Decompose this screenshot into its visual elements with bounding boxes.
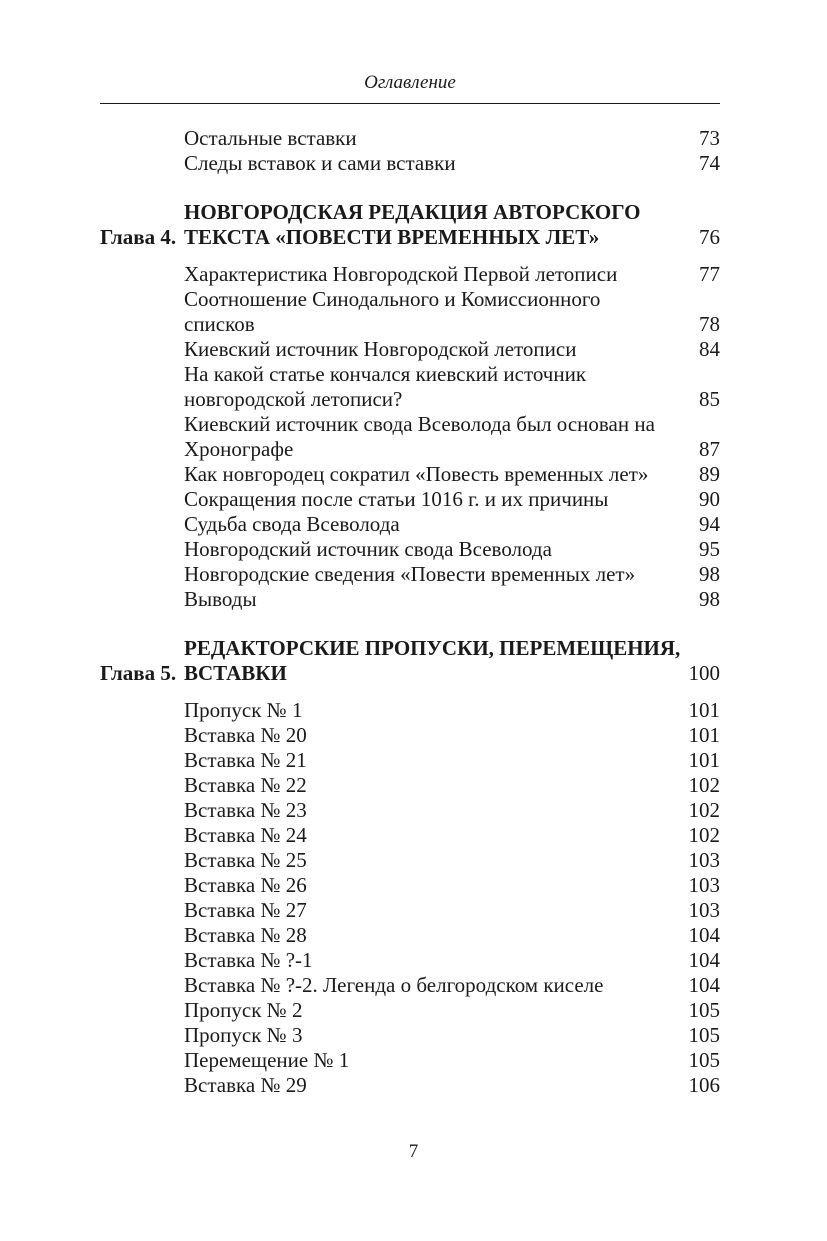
toc-entry[interactable]	[100, 923, 720, 948]
entry-title: Вставка № ?-1	[184, 948, 313, 972]
entry-title: Вставка № 25	[184, 848, 307, 872]
entry-page-number: 104	[688, 973, 720, 997]
header-rule	[100, 103, 720, 104]
entry-title: Остальные вставки	[184, 126, 357, 150]
toc-entry[interactable]	[100, 1073, 720, 1098]
entry-title: На какой статье кончался киевский источник новгородской летописи?	[184, 362, 587, 411]
entry-page-number: 103	[688, 873, 720, 897]
toc-entry[interactable]	[100, 262, 720, 287]
chapter-spacer	[100, 686, 720, 698]
entry-title: Пропуск № 2	[184, 998, 303, 1022]
entry-page-number: 90	[699, 487, 720, 511]
toc-entry[interactable]	[100, 362, 720, 412]
entry-title: Выводы	[184, 587, 257, 611]
entry-page-number: 101	[688, 748, 720, 772]
toc-entry[interactable]	[100, 562, 720, 587]
entry-title: Вставка № 28	[184, 923, 307, 947]
entry-title: Вставка № ?-2. Легенда о белгородском киселе	[184, 973, 604, 997]
entry-title: Перемещение № 1	[184, 1048, 350, 1072]
page-number: 7	[408, 1141, 419, 1162]
running-head: Оглавление	[364, 72, 456, 93]
toc-entry[interactable]	[100, 151, 720, 176]
entry-page-number: 98	[699, 562, 720, 586]
toc-entry[interactable]	[100, 823, 720, 848]
toc-entry[interactable]	[100, 848, 720, 873]
entry-page-number: 103	[688, 898, 720, 922]
toc-entry[interactable]	[100, 462, 720, 487]
entry-page-number: 102	[688, 773, 720, 797]
entry-title: Вставка № 20	[184, 723, 307, 747]
entry-page-number: 102	[688, 798, 720, 822]
toc-entry[interactable]	[100, 973, 720, 998]
entry-title: Новгородские сведения «Повести временных лет»	[184, 562, 636, 586]
toc-chapter[interactable]	[100, 636, 720, 686]
entry-page-number: 74	[699, 151, 720, 175]
entry-page-number: 77	[699, 262, 720, 286]
toc-chapter[interactable]	[100, 200, 720, 250]
toc-entry[interactable]	[100, 698, 720, 723]
toc-entry[interactable]	[100, 126, 720, 151]
entry-page-number: 105	[688, 1048, 720, 1072]
toc-entry[interactable]	[100, 723, 720, 748]
toc-entry[interactable]	[100, 412, 720, 462]
chapter-label: Глава 4.	[100, 225, 177, 249]
chapter-label: Глава 5.	[100, 661, 177, 685]
entry-title: Новгородский источник свода Всеволода	[184, 537, 552, 561]
chapter-spacer	[100, 176, 720, 200]
toc-entry[interactable]	[100, 587, 720, 612]
entry-page-number: 104	[688, 948, 720, 972]
entry-page-number: 78	[699, 312, 720, 336]
entry-title: Киевский источник Новгородской летописи	[184, 337, 577, 361]
entry-title: Киевский источник свода Всеволода был основан на Хронографе	[184, 412, 655, 461]
entry-title: Вставка № 29	[184, 1073, 307, 1097]
entry-title: Характеристика Новгородской Первой летописи	[184, 262, 618, 286]
toc-entry[interactable]	[100, 898, 720, 923]
entry-page-number: 101	[688, 698, 720, 722]
entry-page-number: 106	[688, 1073, 720, 1097]
entry-title: Пропуск № 1	[184, 698, 303, 722]
entry-title: Судьба свода Всеволода	[184, 512, 400, 536]
entry-title: Вставка № 27	[184, 898, 307, 922]
chapter-title: НОВГОРОДСКАЯ РЕДАКЦИЯ АВТОРСКОГО ТЕКСТА «ПОВЕСТИ ВРЕМЕННЫХ ЛЕТ»	[184, 200, 641, 249]
entry-title: Как новгородец сократил «Повесть временных лет»	[184, 462, 649, 486]
chapter-spacer	[100, 612, 720, 636]
toc-entry[interactable]	[100, 748, 720, 773]
toc-entry[interactable]	[100, 1023, 720, 1048]
entry-page-number: 95	[699, 537, 720, 561]
entry-page-number: 85	[699, 387, 720, 411]
toc-entry[interactable]	[100, 337, 720, 362]
toc-entry[interactable]	[100, 798, 720, 823]
toc-entry[interactable]	[100, 512, 720, 537]
entry-title: Вставка № 22	[184, 773, 307, 797]
chapter-spacer	[100, 250, 720, 262]
entry-page-number: 105	[688, 1023, 720, 1047]
entry-page-number: 102	[688, 823, 720, 847]
entry-title: Соотношение Синодального и Комиссионного списков	[184, 287, 601, 336]
entry-title: Следы вставок и сами вставки	[184, 151, 456, 175]
entry-page-number: 103	[688, 848, 720, 872]
entry-title: Вставка № 26	[184, 873, 307, 897]
entry-page-number: 94	[699, 512, 720, 536]
entry-title: Сокращения после статьи 1016 г. и их причины	[184, 487, 609, 511]
toc-entry[interactable]	[100, 998, 720, 1023]
toc-entry[interactable]	[100, 1048, 720, 1073]
toc-entry[interactable]	[100, 487, 720, 512]
entry-page-number: 98	[699, 587, 720, 611]
entry-title: Вставка № 21	[184, 748, 307, 772]
entry-title: Пропуск № 3	[184, 1023, 303, 1047]
chapter-page-number: 76	[699, 225, 720, 249]
entry-page-number: 89	[699, 462, 720, 486]
table-of-contents	[100, 126, 720, 1098]
entry-page-number: 104	[688, 923, 720, 947]
toc-entry[interactable]	[100, 287, 720, 337]
entry-title: Вставка № 24	[184, 823, 307, 847]
toc-entry[interactable]	[100, 873, 720, 898]
entry-page-number: 101	[688, 723, 720, 747]
entry-page-number: 73	[699, 126, 720, 150]
toc-entry[interactable]	[100, 537, 720, 562]
entry-page-number: 105	[688, 998, 720, 1022]
entry-title: Вставка № 23	[184, 798, 307, 822]
chapter-title: РЕДАКТОРСКИЕ ПРОПУСКИ, ПЕРЕМЕЩЕНИЯ, ВСТАВКИ	[184, 636, 681, 685]
chapter-page-number: 100	[688, 661, 720, 685]
entry-page-number: 87	[699, 437, 720, 461]
toc-entry[interactable]	[100, 948, 720, 973]
entry-page-number: 84	[699, 337, 720, 361]
toc-entry[interactable]	[100, 773, 720, 798]
